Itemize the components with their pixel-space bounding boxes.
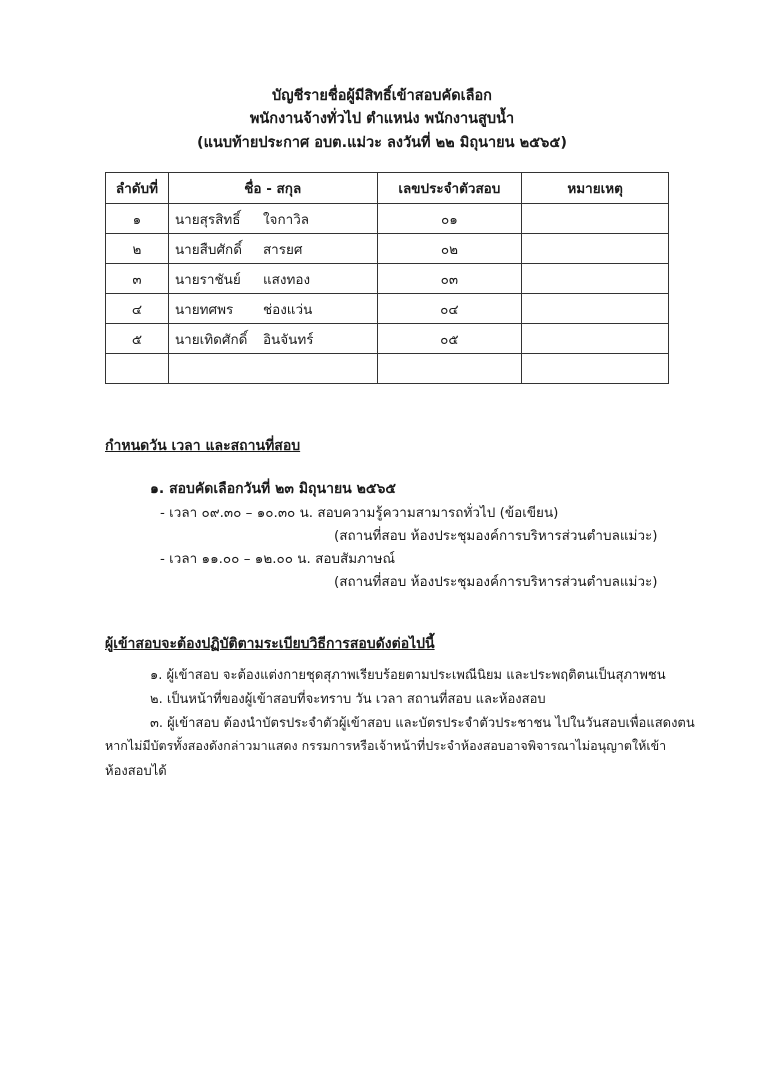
rule-item-3-end: ห้องสอบได้ [105,764,167,779]
remark [522,204,669,234]
candidate-name [168,204,377,234]
table-row [106,324,669,354]
document-title: บัญชีรายชื่อผู้มีสิทธิ์เข้าสอบคัดเลือก [272,88,492,104]
row-number: ๕ [106,324,169,354]
table-row-empty [106,354,669,384]
exam-id: ๐๓ [377,264,522,294]
first-name: นายทศพร [174,301,234,318]
candidate-name [168,294,377,324]
empty-cell [106,354,169,384]
table-row [106,204,669,234]
last-name: แสงทอง [262,271,311,288]
written-exam-time: - เวลา ๐๙.๓๐ – ๑๐.๓๐ น. สอบความรู้ความสามารถทั่วไป (ข้อเขียน) [160,505,559,521]
row-number: ๓ [106,264,169,294]
table-row [106,264,669,294]
first-name: นายเทิดศักดิ์ [174,331,248,348]
candidate-name [168,324,377,354]
candidate-name [168,264,377,294]
interview-time: - เวลา ๑๑.๐๐ – ๑๒.๐๐ น. สอบสัมภาษณ์ [160,551,396,567]
rule-item-2: ๒. เป็นหน้าที่ของผู้เข้าสอบที่จะทราบ วัน เวลา สถานที่สอบ และห้องสอบ [150,692,546,707]
schedule-heading: กำหนดวัน เวลา และสถานที่สอบ [105,438,301,454]
rule-item-3: ๓. ผู้เข้าสอบ ต้องนำบัตรประจำตัวผู้เข้าสอบ และบัตรประจำตัวประชาชน ไปในวันสอบเพื่อแสดงตน [150,716,695,731]
interview-location: (สถานที่สอบ ห้องประชุมองค์การบริหารส่วนตำบลแม่วะ) [334,574,658,590]
remark [522,324,669,354]
row-number: ๔ [106,294,169,324]
exam-id: ๐๔ [377,294,522,324]
remark [522,264,669,294]
last-name: ช่องแว่น [262,301,313,318]
written-exam-location: (สถานที่สอบ ห้องประชุมองค์การบริหารส่วนตำบลแม่วะ) [334,528,658,544]
table-row [106,294,669,324]
column-header-remark: หมายเหตุ [522,173,669,204]
empty-cell [168,354,377,384]
candidate-name [168,234,377,264]
first-name: นายสืบศักดิ์ [174,241,242,258]
remark [522,234,669,264]
remark [522,294,669,324]
column-header-order: ลำดับที่ [106,173,169,204]
rules-heading: ผู้เข้าสอบจะต้องปฏิบัติตามระเบียบวิธีการสอบดังต่อไปนี้ [105,636,435,652]
row-number: ๑ [106,204,169,234]
empty-cell [377,354,522,384]
exam-id: ๐๒ [377,234,522,264]
first-name: นายสุรสิทธิ์ [174,211,241,228]
last-name: สารยศ [262,241,303,258]
document-subtitle: พนักงานจ้างทั่วไป ตำแหน่ง พนักงานสูบน้ำ [249,111,515,127]
table-header-row [106,173,669,204]
document-reference: (แนบท้ายประกาศ อบต.แม่วะ ลงวันที่ ๒๒ มิถุนายน ๒๕๖๕) [197,135,567,151]
exam-id: ๐๑ [377,204,522,234]
last-name: อินจันทร์ [262,331,314,348]
row-number: ๒ [106,234,169,264]
exam-id: ๐๕ [377,324,522,354]
empty-cell [522,354,669,384]
column-header-exam-id: เลขประจำตัวสอบ [377,173,522,204]
exam-date-item: ๑. สอบคัดเลือกวันที่ ๒๓ มิถุนายน ๒๕๖๕ [150,481,396,497]
first-name: นายราชันย์ [174,271,241,288]
rule-item-1: ๑. ผู้เข้าสอบ จะต้องแต่งกายชุดสุภาพเรียบร้อยตามประเพณีนิยม และประพฤติตนเป็นสุภาพชน [150,668,666,683]
last-name: ใจกาวิล [262,211,310,228]
candidate-table [105,172,669,384]
table-row [106,234,669,264]
column-header-name: ชื่อ - สกุล [168,173,377,204]
rule-item-3-continued: หากไม่มีบัตรทั้งสองดังกล่าวมาแสดง กรรมการหรือเจ้าหน้าที่ประจำห้องสอบอาจพิจารณาไม่อนุญาตให้เข้า [105,738,667,753]
